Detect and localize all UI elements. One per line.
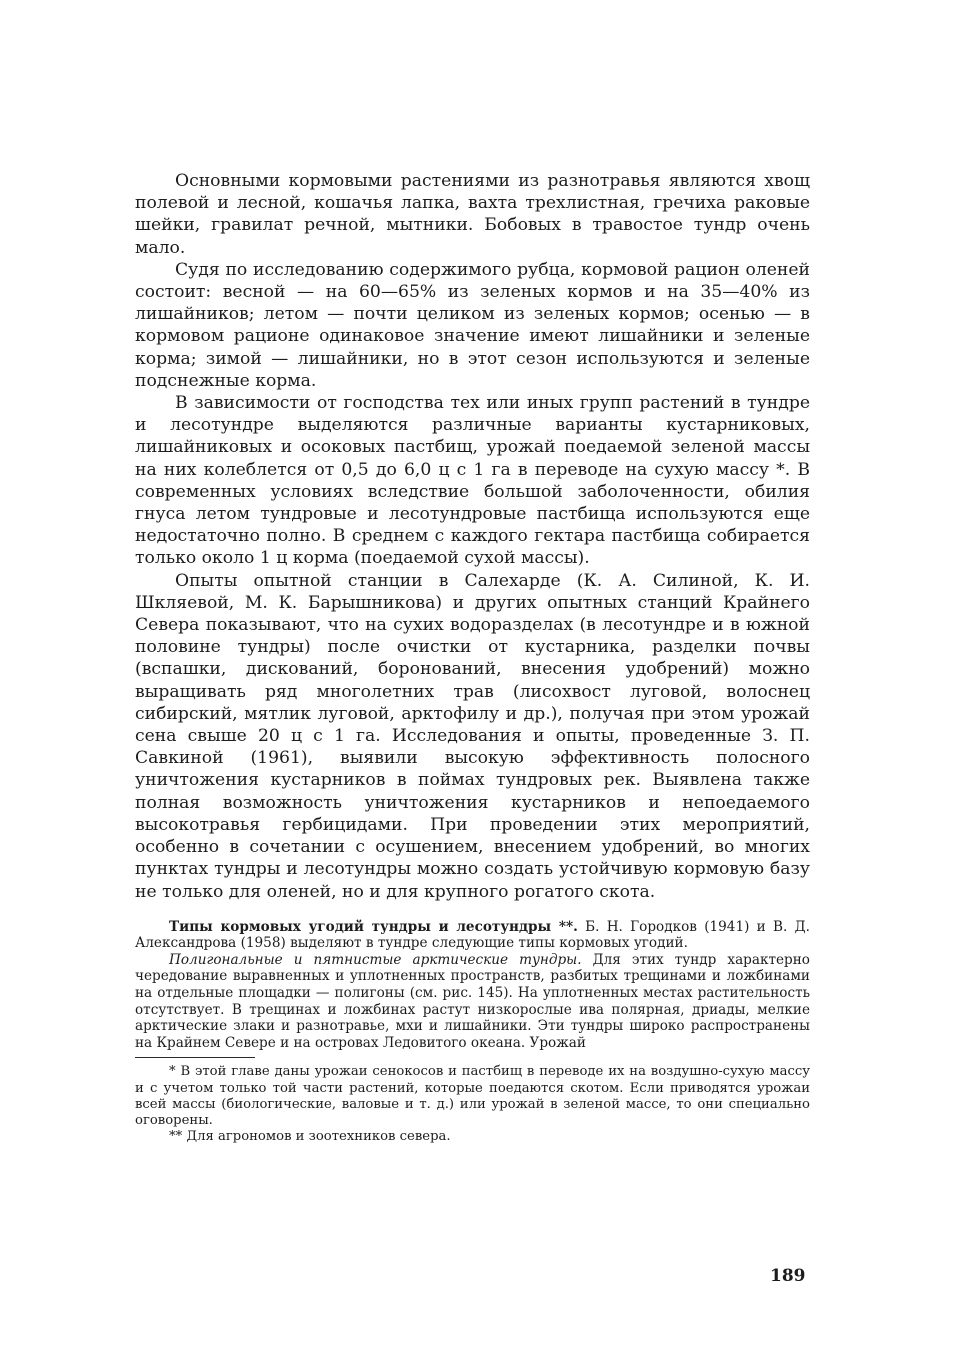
subsection-text: Для этих тундр характерно чередование выравненных и уплотненных пространств, разбитых трещинами и ложбинами на отдельные площадки — полигоны (см. рис. 145). На уплотненных местах растительность отсутствует. В трещинах и ложбинах растут низкорослые ива полярная, дриады, мелкие арктические злаки и разнотравье, мхи и лишайники. Эти тундры широко распространены на Крайнем Севере и на островах Ледовитого океана. Урожай bbox=[135, 951, 810, 1051]
main-text bbox=[135, 170, 810, 903]
paragraph: Основными кормовыми растениями из разнотравья являются хвощ полевой и лесной, кошачья лапка, вахта трехлистная, гречиха раковые шейки, гравилат речной, мытники. Бобовых в травостое тундр очень мало. bbox=[135, 171, 810, 258]
paragraph: Опыты опытной станции в Салехарде (К. А. Силиной, К. И. Шкляевой, М. К. Барышникова) и других опытных станций Крайнего Севера показывают, что на сухих водоразделах (в лесотундре и в южной половине тундры) после очистки от кустарника, разделки почвы (вспашки, дискований, боронований, внесения удобрений) можно выращивать ряд многолетних трав (лисохвост луговой, волоснец сибирский, мятлик луговой, арктофилу и др.), получая при этом урожай сена свыше 20 ц с 1 га. Исследования и опыты, проведенные З. П. Савкиной (1961), выявили высокую эффективность полосного уничтожения кустарников в поймах тундровых рек. Выявлена также полная возможность уничтожения кустарников и непоедаемого высокотравья гербицидами. При проведении этих мероприятий, особенно в сочетании с осушением, внесением удобрений, во многих пунктах тундры и лесотундры можно создать устойчивую кормовую базу не только для оленей, но и для крупного рогатого скота. bbox=[135, 570, 810, 902]
section-heading: Типы кормовых угодий тундры и лесотундры **. bbox=[169, 918, 578, 935]
section-paragraph bbox=[135, 952, 810, 1052]
page-content bbox=[135, 170, 810, 1145]
section-paragraph bbox=[135, 919, 810, 952]
page-number: 189 bbox=[770, 1266, 806, 1286]
paragraph: В зависимости от господства тех или иных групп растений в тундре и лесотундре выделяются различные варианты кустарниковых, лишайниковых и осоковых пастбищ, урожай поедаемой зеленой массы на них колеблется от 0,5 до 6,0 ц с 1 га в переводе на сухую массу *. В современных условиях вследствие большой заболоченности, обилия гнуса летом тундровые и лесотундровые пастбища используются еще недостаточно полно. В среднем с каждого гектара пастбища собирается только около 1 ц корма (поедаемой сухой массы). bbox=[135, 393, 810, 569]
paragraph: Судя по исследованию содержимого рубца, кормовой рацион оленей состоит: весной — на 60—65% из зеленых кормов и на 35—40% из лишайников; летом — почти целиком из зеленых кормов; осенью — в кормовом рационе одинаковое значение имеют лишайники и зеленые корма; зимой — лишайники, но в этот сезон используются и зеленые подснежные корма. bbox=[135, 259, 810, 391]
section-text: Б. Н. Городков (1941) и В. Д. Александрова (1958) выделяют в тундре следующие типы кормовых угодий. bbox=[135, 918, 810, 952]
footnotes bbox=[135, 1064, 810, 1145]
small-print-section bbox=[135, 919, 810, 1052]
footnote-divider bbox=[135, 1057, 255, 1058]
subsection-heading: Полигональные и пятнистые арктические тундры. bbox=[169, 951, 582, 968]
footnote: * В этой главе даны урожаи сенокосов и пастбищ в переводе их на воздушно-сухую массу и с учетом только той части растений, которые поедаются скотом. Если приводятся урожаи всей массы (биологические, валовые и т. д.) или урожай в зеленой массе, то они специально оговорены. bbox=[135, 1064, 810, 1129]
footnote: ** Для агрономов и зоотехников севера. bbox=[169, 1129, 451, 1145]
